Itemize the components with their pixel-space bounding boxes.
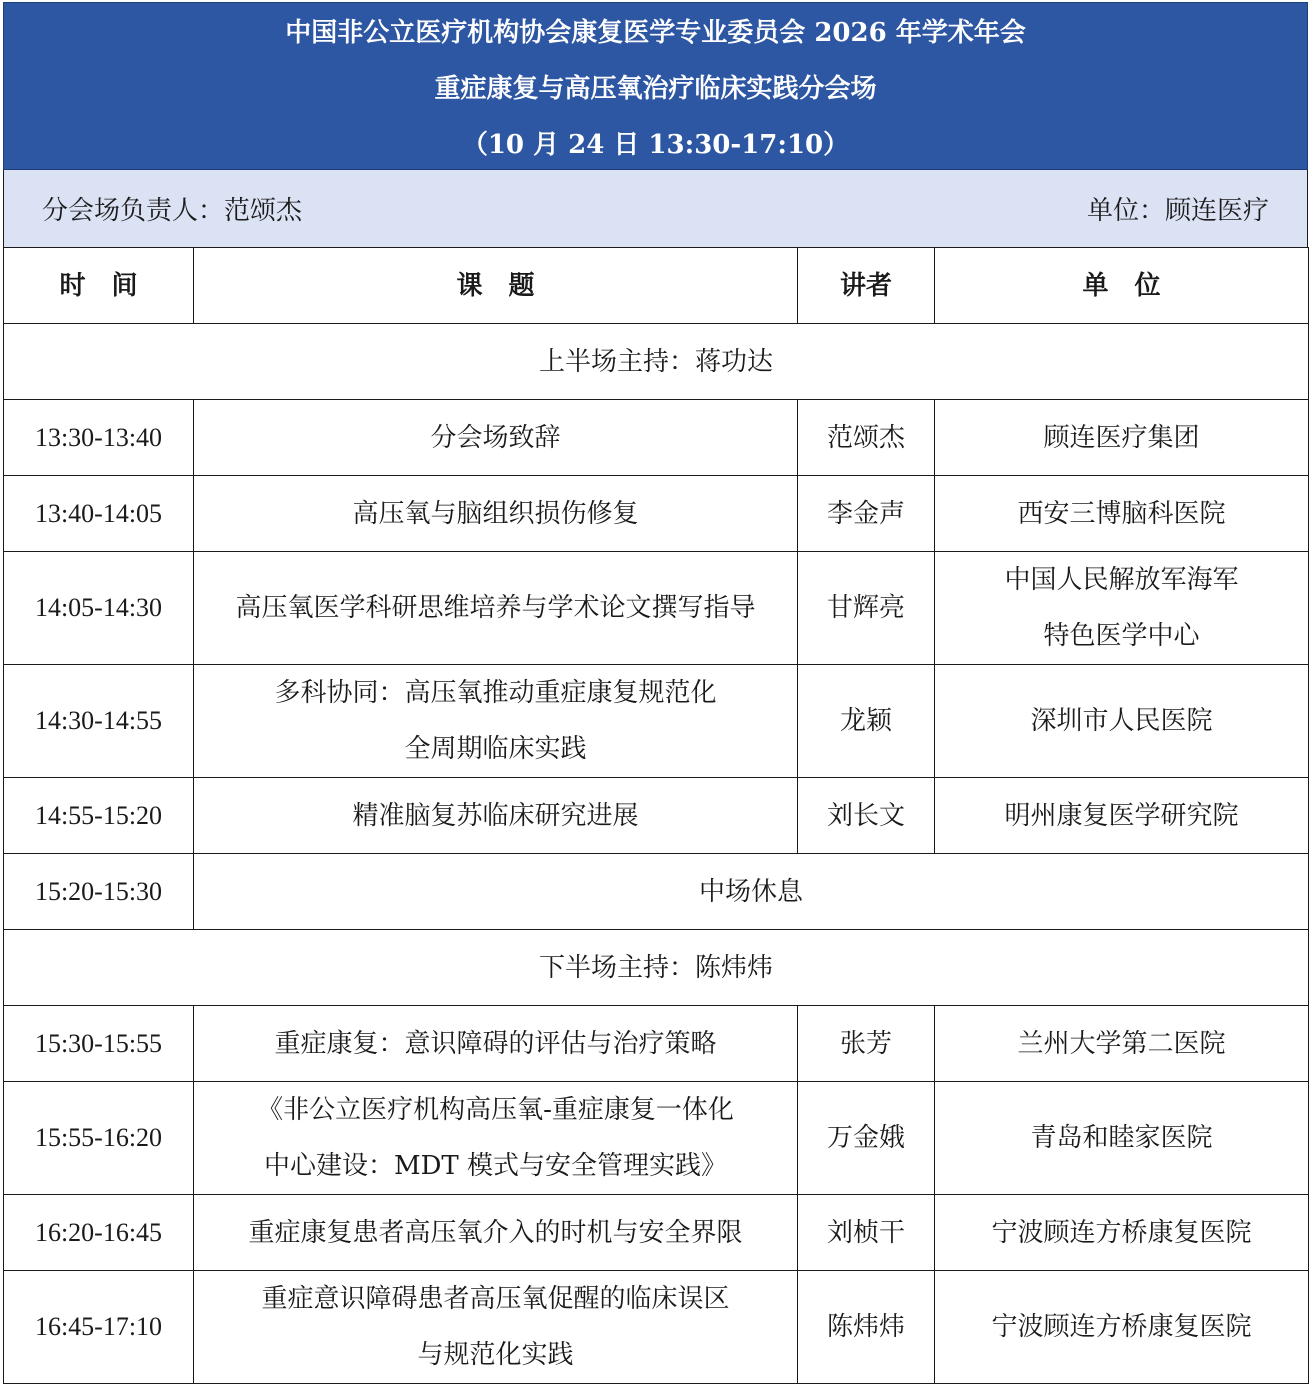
row-time: 16:45-17:10 [4, 1271, 194, 1384]
row-topic-line: 多科协同：高压氧推动重症康复规范化 [274, 678, 717, 708]
row-time: 13:40-14:05 [4, 476, 194, 552]
row-speaker: 万金娥 [798, 1082, 935, 1195]
row-topic [194, 476, 798, 552]
column-header-unit: 单 位 [935, 248, 1309, 324]
row-unit-line: 宁波顾连方桥康复医院 [991, 1312, 1252, 1342]
column-header-time: 时 间 [4, 248, 194, 324]
row-topic-line: 重症康复患者高压氧介入的时机与安全界限 [248, 1217, 743, 1248]
schedule-row [4, 552, 1309, 665]
schedule-row [4, 1195, 1309, 1271]
row-time: 15:55-16:20 [4, 1082, 194, 1195]
row-speaker: 范颂杰 [798, 400, 935, 476]
host-second-half: 下半场主持：陈炜炜 [4, 930, 1309, 1006]
session-lead-bar [3, 170, 1308, 247]
row-unit [935, 1006, 1309, 1082]
row-topic [194, 665, 798, 778]
row-topic-line: 与规范化实践 [417, 1340, 574, 1370]
row-unit-line: 顾连医疗集团 [1043, 422, 1200, 453]
column-header-speaker: 讲者 [798, 248, 935, 324]
row-topic-line: 中心建设：MDT 模式与安全管理实践》 [263, 1151, 728, 1181]
row-topic-line: 高压氧与脑组织损伤修复 [352, 498, 639, 529]
row-topic-line: 全周期临床实践 [404, 734, 587, 764]
column-header-row [4, 248, 1309, 324]
row-unit-line: 明州康复医学研究院 [1004, 800, 1239, 831]
row-speaker: 张芳 [798, 1006, 935, 1082]
row-speaker: 甘辉亮 [798, 552, 935, 665]
row-topic-line: 重症康复：意识障碍的评估与治疗策略 [274, 1028, 717, 1059]
row-unit-line: 特色医学中心 [1043, 621, 1200, 651]
row-unit [935, 1271, 1309, 1384]
conference-title: 中国非公立医疗机构协会康复医学专业委员会 2026 年学术年会 [285, 18, 1026, 48]
host-first-half: 上半场主持：蒋功达 [4, 324, 1309, 400]
schedule-table [3, 247, 1309, 1384]
row-topic [194, 552, 798, 665]
schedule-row [4, 1082, 1309, 1195]
row-topic [194, 1006, 798, 1082]
row-speaker: 刘长文 [798, 778, 935, 854]
schedule-row [4, 665, 1309, 778]
row-topic [194, 1271, 798, 1384]
row-topic-line: 重症意识障碍患者高压氧促醒的临床误区 [261, 1284, 730, 1314]
schedule-sheet [3, 2, 1308, 1384]
break-row [4, 854, 1309, 930]
session-title: 重症康复与高压氧治疗临床实践分会场 [434, 74, 877, 104]
schedule-row [4, 1006, 1309, 1082]
row-unit [935, 552, 1309, 665]
host-row-first-half [4, 324, 1309, 400]
row-time: 14:30-14:55 [4, 665, 194, 778]
session-lead-unit: 单位：顾连医疗 [1086, 196, 1269, 226]
schedule-row [4, 778, 1309, 854]
row-topic-line: 《非公立医疗机构高压氧-重症康复一体化 [257, 1095, 734, 1125]
row-unit-line: 青岛和睦家医院 [1030, 1123, 1213, 1153]
row-time: 14:05-14:30 [4, 552, 194, 665]
row-unit [935, 1195, 1309, 1271]
row-unit [935, 476, 1309, 552]
row-time: 13:30-13:40 [4, 400, 194, 476]
row-unit [935, 400, 1309, 476]
row-topic [194, 1082, 798, 1195]
row-topic-line: 分会场致辞 [430, 422, 561, 453]
row-speaker: 陈炜炜 [798, 1271, 935, 1384]
schedule-row [4, 400, 1309, 476]
row-topic-line: 高压氧医学科研思维培养与学术论文撰写指导 [235, 593, 756, 623]
row-speaker: 李金声 [798, 476, 935, 552]
row-unit [935, 1082, 1309, 1195]
host-row-second-half [4, 930, 1309, 1006]
row-unit-line: 西安三博脑科医院 [1017, 498, 1226, 529]
break-time: 15:20-15:30 [4, 854, 194, 930]
row-topic-line: 精准脑复苏临床研究进展 [352, 800, 639, 831]
session-lead-person: 分会场负责人：范颂杰 [42, 196, 303, 226]
row-topic [194, 1195, 798, 1271]
row-speaker: 龙颖 [798, 665, 935, 778]
row-time: 15:30-15:55 [4, 1006, 194, 1082]
schedule-row [4, 1271, 1309, 1384]
row-unit [935, 778, 1309, 854]
row-unit-line: 中国人民解放军海军 [1004, 565, 1239, 595]
row-topic [194, 778, 798, 854]
row-unit-line: 深圳市人民医院 [1030, 706, 1213, 736]
row-unit-line: 宁波顾连方桥康复医院 [991, 1217, 1252, 1248]
row-speaker: 刘桢干 [798, 1195, 935, 1271]
row-unit [935, 665, 1309, 778]
session-date-time: （10 月 24 日 13:30-17:10） [461, 130, 850, 160]
row-time: 14:55-15:20 [4, 778, 194, 854]
session-header [3, 2, 1308, 170]
column-header-topic: 课 题 [194, 248, 798, 324]
row-topic [194, 400, 798, 476]
row-time: 16:20-16:45 [4, 1195, 194, 1271]
break-label: 中场休息 [194, 854, 1309, 930]
schedule-row [4, 476, 1309, 552]
row-unit-line: 兰州大学第二医院 [1017, 1028, 1226, 1059]
